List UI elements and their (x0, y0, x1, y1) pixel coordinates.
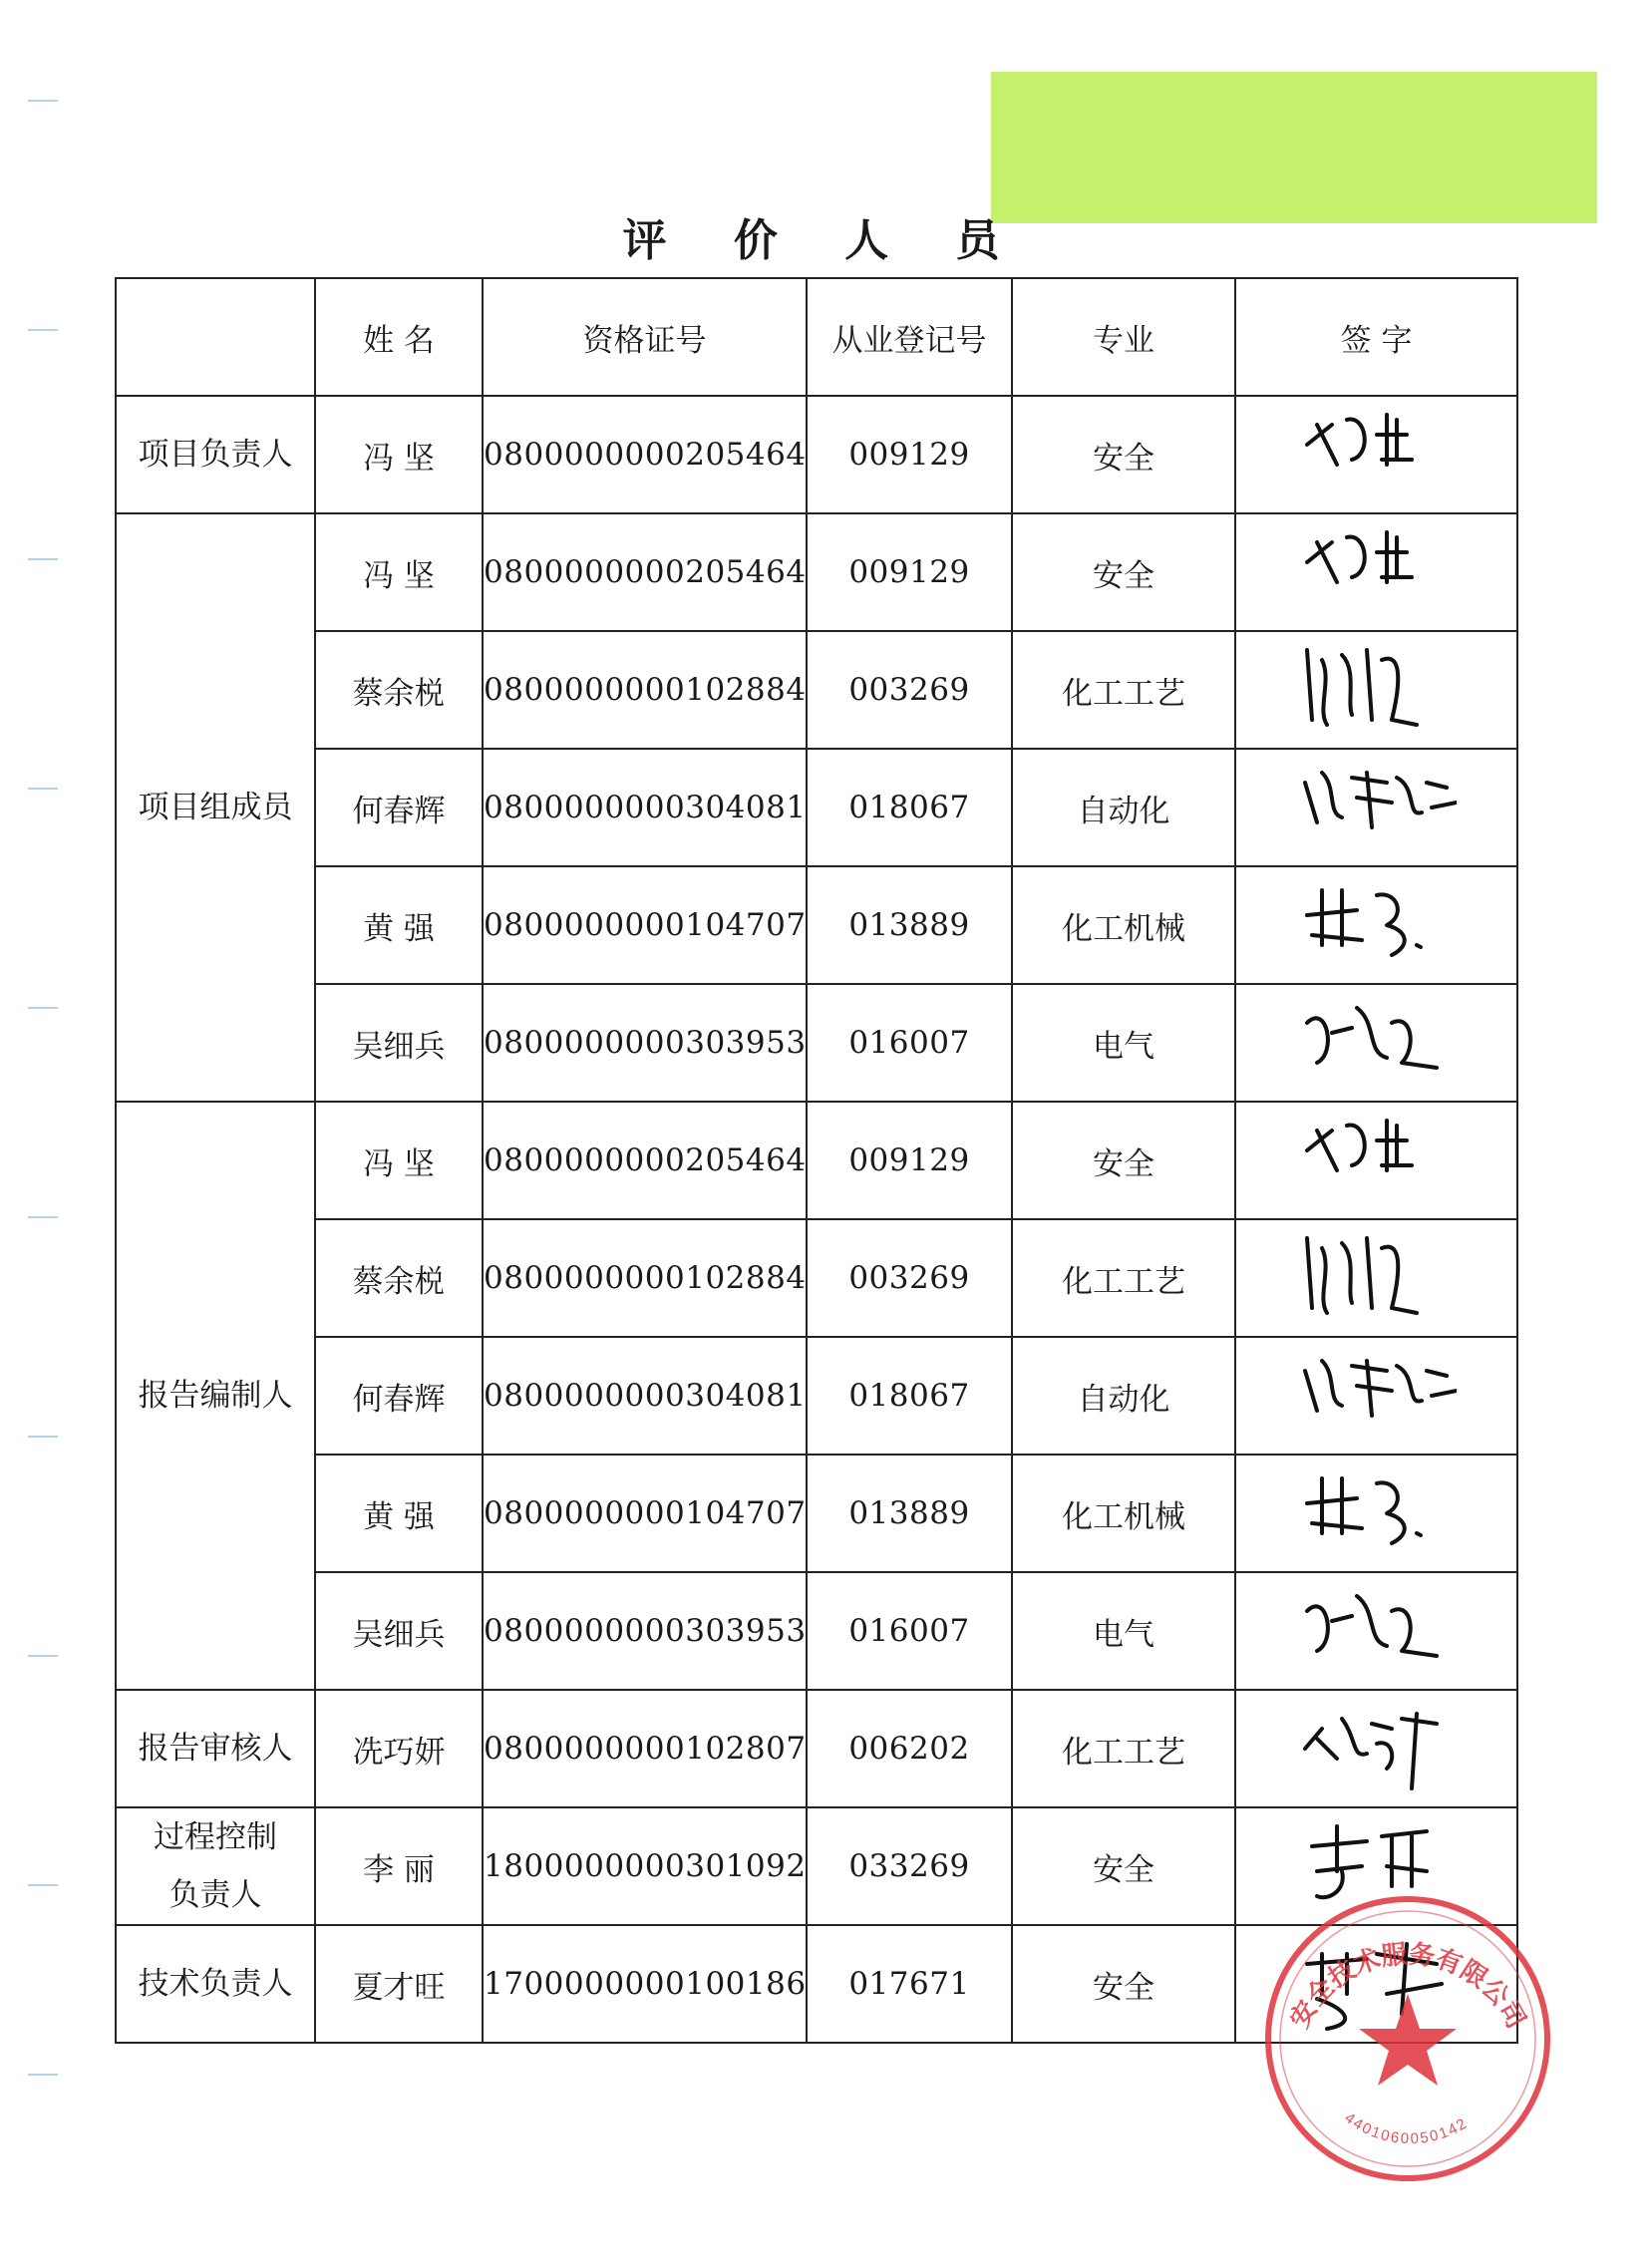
handwritten-signature (1297, 1111, 1457, 1210)
handwritten-signature (1297, 1463, 1457, 1563)
signature-cell (1235, 749, 1517, 866)
scan-mark (28, 558, 58, 560)
scan-mark (28, 2074, 58, 2076)
name-cell: 冼巧妍 (315, 1690, 483, 1807)
handwritten-signature (1297, 405, 1457, 504)
scan-mark (28, 329, 58, 331)
handwritten-signature (1297, 522, 1457, 622)
handwritten-signature (1297, 1346, 1457, 1446)
registration-number-cell: 018067 (807, 749, 1012, 866)
scan-mark (28, 100, 58, 102)
name-cell: 蔡余棁 (315, 1219, 483, 1337)
major-cell: 电气 (1012, 1572, 1235, 1690)
signature-cell (1235, 1925, 1517, 2043)
role-cell: 技术负责人 (116, 1925, 315, 2043)
cert-number-cell: 1700000000100186 (483, 1925, 807, 2043)
stamp-text: 安全技术服务有限公司 (1283, 1938, 1532, 2034)
signature-cell (1235, 1690, 1517, 1807)
name-cell: 黄 强 (315, 866, 483, 984)
table-row (116, 396, 1517, 513)
signature-cell (1235, 1102, 1517, 1219)
handwritten-signature (1297, 1699, 1457, 1798)
registration-number-cell: 016007 (807, 1572, 1012, 1690)
name-cell: 黄 强 (315, 1455, 483, 1572)
name-cell: 吴细兵 (315, 984, 483, 1102)
major-cell: 安全 (1012, 1925, 1235, 2043)
name-cell: 冯 坚 (315, 513, 483, 631)
handwritten-signature (1297, 758, 1457, 857)
handwritten-signature (1297, 875, 1457, 975)
table-row (116, 1807, 1517, 1925)
name-cell: 李 丽 (315, 1807, 483, 1925)
cert-number-cell: 0800000000205464 (483, 513, 807, 631)
role-cell: 项目组成员 (116, 513, 315, 1102)
handwritten-signature (1297, 993, 1457, 1093)
major-cell: 化工机械 (1012, 1455, 1235, 1572)
header-major: 专业 (1012, 278, 1235, 396)
registration-number-cell: 009129 (807, 513, 1012, 631)
name-cell: 何春辉 (315, 1337, 483, 1455)
cert-number-cell: 0800000000102884 (483, 631, 807, 749)
registration-number-cell: 013889 (807, 866, 1012, 984)
handwritten-signature (1297, 1934, 1457, 2034)
header-name: 姓 名 (315, 278, 483, 396)
signature-cell (1235, 513, 1517, 631)
major-cell: 自动化 (1012, 1337, 1235, 1455)
scan-mark (28, 1655, 58, 1657)
name-cell: 夏才旺 (315, 1925, 483, 2043)
handwritten-signature (1297, 1816, 1457, 1916)
major-cell: 化工工艺 (1012, 1690, 1235, 1807)
signature-cell (1235, 1807, 1517, 1925)
cert-number-cell: 0800000000304081 (483, 1337, 807, 1455)
table-row (116, 1102, 1517, 1219)
cert-number-cell: 0800000000102884 (483, 1219, 807, 1337)
name-cell: 冯 坚 (315, 396, 483, 513)
table-header-row (116, 278, 1517, 396)
major-cell: 化工工艺 (1012, 1219, 1235, 1337)
table-row (116, 1455, 1517, 1572)
registration-number-cell: 018067 (807, 1337, 1012, 1455)
svg-text:4401060050142 (1341, 2109, 1471, 2147)
handwritten-signature (1297, 640, 1457, 740)
cert-number-cell: 0800000000104707 (483, 866, 807, 984)
name-cell: 蔡余棁 (315, 631, 483, 749)
table-row (116, 984, 1517, 1102)
stamp-code: 4401060050142 (1341, 2108, 1472, 2148)
header-signature: 签 字 (1235, 278, 1517, 396)
major-cell: 安全 (1012, 513, 1235, 631)
table-row (116, 749, 1517, 866)
registration-number-cell: 003269 (807, 631, 1012, 749)
cert-number-cell: 0800000000205464 (483, 396, 807, 513)
name-cell: 冯 坚 (315, 1102, 483, 1219)
table-row (116, 631, 1517, 749)
major-cell: 安全 (1012, 1102, 1235, 1219)
sticky-note (991, 72, 1597, 223)
cert-number-cell: 0800000000304081 (483, 749, 807, 866)
cert-number-cell: 0800000000303953 (483, 1572, 807, 1690)
signature-cell (1235, 1455, 1517, 1572)
cert-number-cell: 0800000000303953 (483, 984, 807, 1102)
cert-number-cell: 0800000000205464 (483, 1102, 807, 1219)
page-title: 评 价 人 员 (622, 215, 1026, 266)
handwritten-signature (1297, 1581, 1457, 1681)
registration-number-cell: 017671 (807, 1925, 1012, 2043)
major-cell: 自动化 (1012, 749, 1235, 866)
header-reg: 从业登记号 (807, 278, 1012, 396)
signature-cell (1235, 396, 1517, 513)
table-row (116, 1925, 1517, 2043)
major-cell: 安全 (1012, 396, 1235, 513)
signature-cell (1235, 631, 1517, 749)
scan-mark (28, 788, 58, 790)
registration-number-cell: 016007 (807, 984, 1012, 1102)
signature-cell (1235, 984, 1517, 1102)
table-row (116, 1219, 1517, 1337)
registration-number-cell: 013889 (807, 1455, 1012, 1572)
table-row (116, 513, 1517, 631)
table-row (116, 1690, 1517, 1807)
major-cell: 化工工艺 (1012, 631, 1235, 749)
major-cell: 安全 (1012, 1807, 1235, 1925)
table-row (116, 1337, 1517, 1455)
registration-number-cell: 003269 (807, 1219, 1012, 1337)
table-row (116, 1572, 1517, 1690)
role-cell: 报告审核人 (116, 1690, 315, 1807)
header-blank (116, 278, 315, 396)
role-cell: 项目负责人 (116, 396, 315, 513)
registration-number-cell: 006202 (807, 1690, 1012, 1807)
role-cell: 过程控制 负责人 (116, 1807, 315, 1925)
margin-scan-marks (28, 100, 68, 2193)
registration-number-cell: 033269 (807, 1807, 1012, 1925)
handwritten-signature (1297, 1228, 1457, 1328)
signature-cell (1235, 1572, 1517, 1690)
signature-cell (1235, 1219, 1517, 1337)
name-cell: 何春辉 (315, 749, 483, 866)
scan-mark (28, 1884, 58, 1886)
role-cell: 报告编制人 (116, 1102, 315, 1690)
personnel-table (115, 277, 1518, 2044)
major-cell: 化工机械 (1012, 866, 1235, 984)
signature-cell (1235, 866, 1517, 984)
scan-mark (28, 1007, 58, 1009)
name-cell: 吴细兵 (315, 1572, 483, 1690)
registration-number-cell: 009129 (807, 1102, 1012, 1219)
registration-number-cell: 009129 (807, 396, 1012, 513)
table-body (116, 396, 1517, 2043)
table-row (116, 866, 1517, 984)
major-cell: 电气 (1012, 984, 1235, 1102)
signature-cell (1235, 1337, 1517, 1455)
cert-number-cell: 0800000000102807 (483, 1690, 807, 1807)
header-cert: 资格证号 (483, 278, 807, 396)
scan-mark (28, 1436, 58, 1438)
cert-number-cell: 0800000000104707 (483, 1455, 807, 1572)
scan-mark (28, 1216, 58, 1218)
cert-number-cell: 1800000000301092 (483, 1807, 807, 1925)
